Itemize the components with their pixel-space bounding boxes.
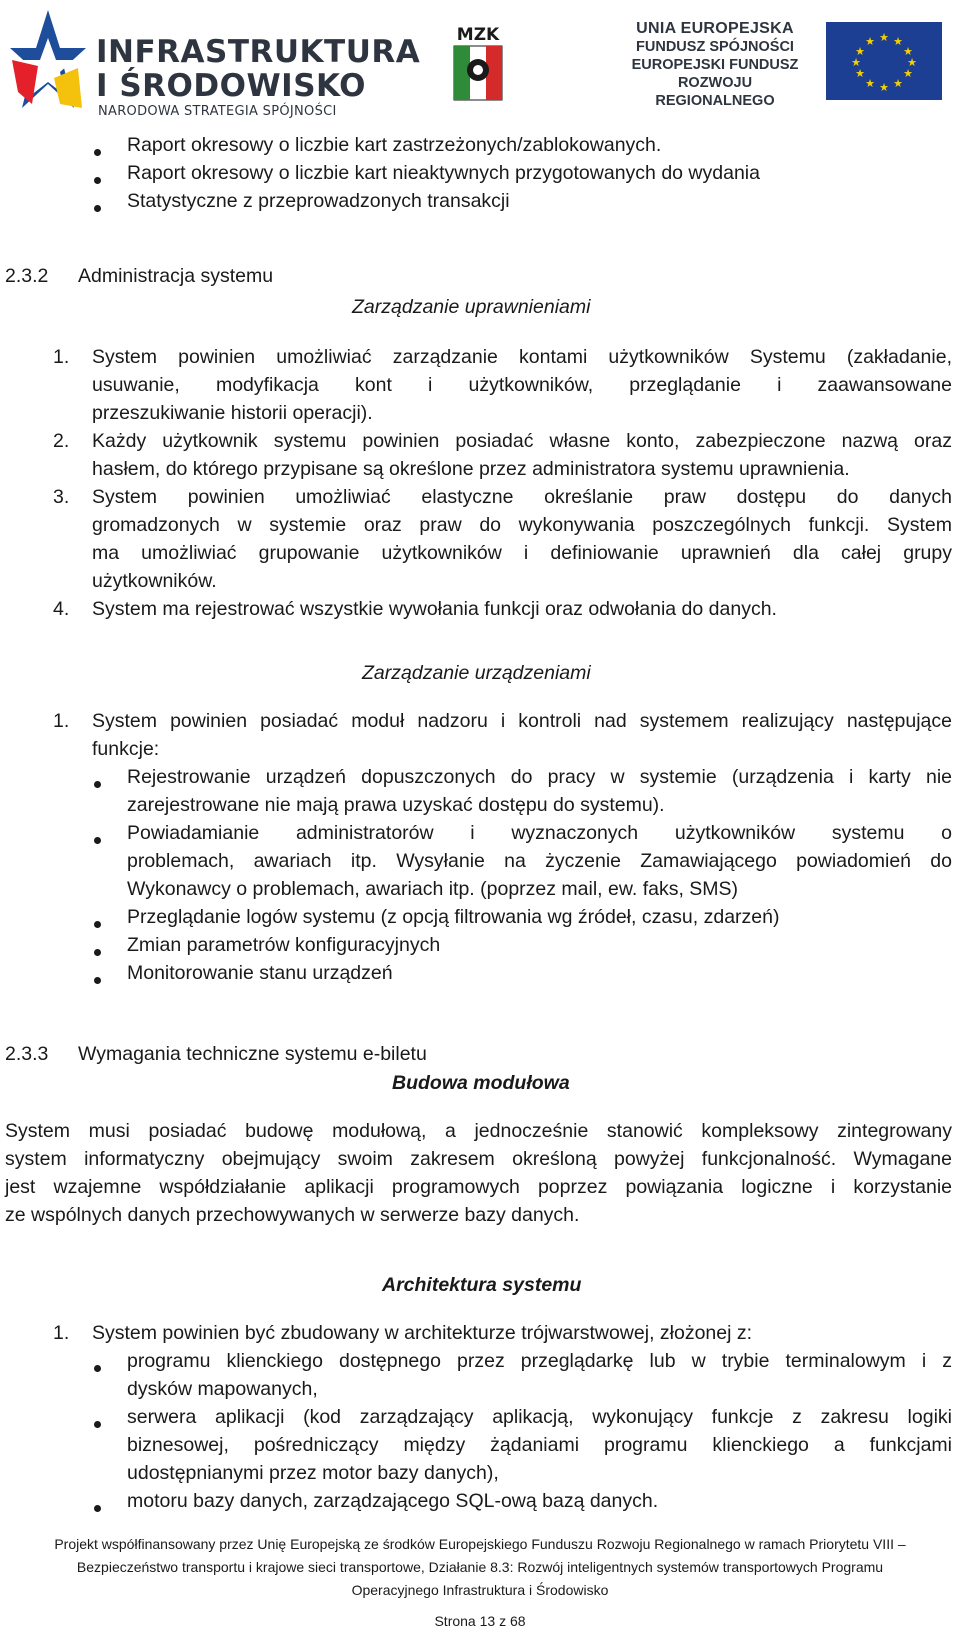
infra-subtitle: NARODOWA STRATEGIA SPÓJNOŚCI (98, 104, 337, 119)
bullet-icon (94, 177, 101, 184)
page-number: Strona 13 z 68 (434, 1613, 526, 1629)
mzk-logo (452, 22, 504, 102)
list-item-line: użytkowników. (92, 570, 217, 592)
eu-line4: ROZWOJU REGIONALNEGO (655, 75, 775, 109)
list-item-line: System ma rejestrować wszystkie wywołania funkcji oraz odwołania do danych. (92, 598, 777, 620)
infra-title-line1: INFRASTRUKTURA (96, 34, 421, 70)
paragraph-line: system informatyczny obejmujący swoim zakresem określoną powyżej funkcjonalność. Wymagane (5, 1148, 952, 1170)
subsection-title-modular: Budowa modułowa (392, 1072, 570, 1094)
infrastruktura-logo (8, 8, 421, 119)
list-item-line: System powinien być zbudowany w architekturze trójwarstwowej, złożonej z: (92, 1322, 753, 1344)
mzk-logo-text: MZK (456, 25, 500, 45)
list-item-line: Każdy użytkownik systemu powinien posiadać własne konto, zabezpieczone nazwą oraz (92, 430, 952, 452)
eu-line1: UNIA EUROPEJSKA (636, 20, 794, 37)
list-item-line: biznesowej, pośredniczący między żądaniami programu klienckiego a funkcjami (127, 1434, 952, 1456)
list-number: 1. (53, 710, 70, 732)
list-item: Statystyczne z przeprowadzonych transakcji (127, 190, 510, 212)
list-item-line: dysków mapowanych, (127, 1378, 318, 1400)
list-item-line: zarejestrowane nie mają prawa uzyskać dostępu do systemu). (127, 794, 665, 816)
subsection-title-architecture: Architektura systemu (382, 1274, 582, 1296)
list-number: 1. (53, 346, 70, 368)
nss-star-icon (8, 8, 88, 116)
infra-title-line2: I ŚRODOWISKO (96, 68, 366, 104)
paragraph-line: jest wzajemne współdziałanie aplikacji programowych poprzez powiązania logiczne i korzystanie (5, 1176, 952, 1198)
eu-flag-icon (826, 22, 942, 100)
list-item: Raport okresowy o liczbie kart nieaktywnych przygotowanych do wydania (127, 162, 760, 184)
list-item-line: Przeglądanie logów systemu (z opcją filtrowania wg źródeł, czasu, zdarzeń) (127, 906, 780, 928)
svg-text:★: ★ (879, 31, 889, 44)
svg-text:★: ★ (907, 56, 917, 69)
bullet-icon (94, 921, 101, 928)
section-title-233: Wymagania techniczne systemu e-biletu (78, 1043, 427, 1065)
bullet-icon (94, 1421, 101, 1428)
section-number-232: 2.3.2 (5, 265, 49, 287)
bullet-icon (94, 977, 101, 984)
list-item-line: problemach, awariach itp. Wysyłanie na życzenie Zamawiającego powiadomień do (127, 850, 952, 872)
list-number: 4. (53, 598, 70, 620)
svg-text:★: ★ (855, 67, 865, 80)
svg-text:★: ★ (903, 45, 913, 58)
bullet-icon (94, 1365, 101, 1372)
bullet-icon (94, 1505, 101, 1512)
list-item-line: System powinien umożliwiać elastyczne określanie praw dostępu do danych (92, 486, 952, 508)
subsection-title-devices: Zarządzanie urządzeniami (362, 662, 591, 684)
list-item-line: Powiadamianie administratorów i wyznaczonych użytkowników systemu o (127, 822, 952, 844)
list-number: 1. (53, 1322, 70, 1344)
bullet-icon (94, 149, 101, 156)
list-item-line: funkcje: (92, 738, 160, 760)
list-item-line: motoru bazy danych, zarządzającego SQL-ową bazą danych. (127, 1490, 659, 1512)
list-item-line: serwera aplikacji (kod zarządzający aplikacją, wykonujący funkcje z zakresu logiki (127, 1406, 952, 1428)
list-number: 2. (53, 430, 70, 452)
svg-text:★: ★ (903, 67, 913, 80)
footer-line3: Operacyjnego Infrastruktura i Środowisko (351, 1582, 609, 1598)
bullet-icon (94, 837, 101, 844)
paragraph-line: ze wspólnych danych przechowywanych w serwerze bazy danych. (5, 1204, 580, 1226)
svg-text:★: ★ (893, 77, 903, 90)
eu-logo (620, 20, 950, 109)
list-item-line: ma umożliwiać grupowanie użytkowników i definiowanie uprawnień dla całej grupy (92, 542, 952, 564)
paragraph-line: System musi posiadać budowę modułową, a jednocześnie stanowić kompleksowy zintegrowany (5, 1120, 952, 1142)
list-item-line: przeszukiwanie historii operacji). (92, 402, 373, 424)
footer-line2: Bezpieczeństwo transportu i krajowe sieci transportowe, Działanie 8.3: Rozwój inteligentnych systemów transportowych Programu (76, 1559, 884, 1575)
list-item-line: Wykonawcy o problemach, awariach itp. (poprzez mail, ew. faks, SMS) (127, 878, 739, 900)
list-item-line: udostępnianymi przez motor bazy danych), (127, 1462, 499, 1484)
list-item-line: usuwanie, modyfikacja kont i użytkowników, przeglądanie i zaawansowane (92, 374, 952, 396)
bullet-icon (94, 781, 101, 788)
list-item-line: System powinien umożliwiać zarządzanie kontami użytkowników Systemu (zakładanie, (92, 346, 952, 368)
footer-line1: Projekt współfinansowany przez Unię Europejską ze środków Europejskiego Funduszu Rozwoju Regionalnego w ramach Priorytetu VIII – (54, 1536, 906, 1552)
eu-line3: EUROPEJSKI FUNDUSZ (631, 57, 799, 73)
list-item-line: System powinien posiadać moduł nadzoru i kontroli nad systemem realizujący następujące (92, 710, 952, 732)
list-number: 3. (53, 486, 70, 508)
subsection-title-permissions: Zarządzanie uprawnieniami (352, 296, 591, 318)
list-item-line: Rejestrowanie urządzeń dopuszczonych do pracy w systemie (urządzenia i karty nie (127, 766, 952, 788)
bullet-icon (94, 949, 101, 956)
page-header (0, 0, 960, 120)
eu-line2: FUNDUSZ SPÓJNOŚCI (636, 39, 794, 55)
bullet-icon (94, 205, 101, 212)
list-item: Raport okresowy o liczbie kart zastrzeżonych/zablokowanych. (127, 134, 662, 156)
list-item-line: hasłem, do którego przypisane są określone przez administratora systemu uprawnienia. (92, 458, 850, 480)
section-title-232: Administracja systemu (78, 265, 274, 287)
svg-text:★: ★ (851, 56, 861, 69)
svg-text:★: ★ (865, 77, 875, 90)
list-item-line: gromadzonych w systemie oraz praw do wykonywania poszczególnych funkcji. System (92, 514, 952, 536)
eu-logo-text (620, 20, 810, 110)
svg-text:★: ★ (893, 35, 903, 48)
svg-text:★: ★ (865, 35, 875, 48)
svg-text:★: ★ (855, 45, 865, 58)
section-number-233: 2.3.3 (5, 1043, 49, 1065)
list-item-line: programu klienckiego dostępnego przez przeglądarkę lub w trybie terminalowym i z (127, 1350, 952, 1372)
svg-text:★: ★ (879, 81, 889, 94)
list-item-line: Zmian parametrów konfiguracyjnych (127, 934, 441, 956)
list-item-line: Monitorowanie stanu urządzeń (127, 962, 393, 984)
